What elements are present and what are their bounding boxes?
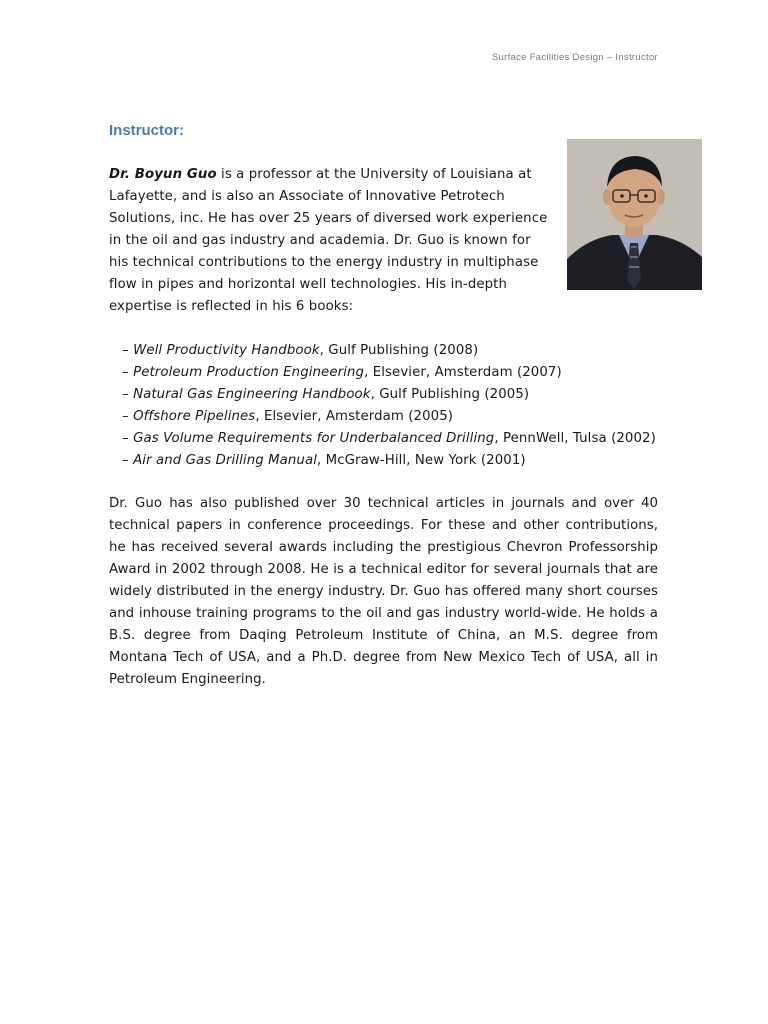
book-details: , Gulf Publishing (2008) [319,343,479,358]
instructor-name: Dr. Boyun Guo [109,167,217,182]
book-title: Petroleum Production Engineering [133,365,365,380]
list-item [122,340,656,362]
bullet-dash: – [122,343,129,358]
section-heading: Instructor: [109,122,184,139]
book-details: , PennWell, Tulsa (2002) [494,431,656,446]
bullet-dash: – [122,431,129,446]
portrait-illustration [567,139,702,290]
bio-paragraph: Dr. Guo has also published over 30 technical articles in journals and over 40 technical papers in conference proceedings. For these and other contributions, he has received several awards including the prestigious Chevron Professorship Award in 2002 through 2008. He is a technical editor for several journals that are widely distributed in the energy industry. Dr. Guo has offered many short courses and inhouse training programs to the oil and gas industry world-wide. He holds a B.S. degree from Daqing Petroleum Institute of China, an M.S. degree from Montana Tech of USA, and a Ph.D. degree from New Mexico Tech of USA, all in Petroleum Engineering. [109,496,658,687]
bullet-dash: – [122,365,129,380]
intro-paragraph [109,164,549,318]
book-title: Offshore Pipelines [133,409,256,424]
book-details: , Elsevier, Amsterdam (2005) [255,409,454,424]
book-title: Air and Gas Drilling Manual [133,453,318,468]
book-title: Gas Volume Requirements for Underbalanced Drilling [133,431,495,446]
book-title: Natural Gas Engineering Handbook [133,387,371,402]
intro-text: is a professor at the University of Louisiana at Lafayette, and is also an Associate of Innovative Petrotech Solutions, inc. He has over 25 years of diversed work experience in the oil and gas industry and academia. Dr. Guo is known for his technical contributions to the energy industry in multiphase flow in pipes and horizontal well technologies. His in-depth expertise is reflected in his 6 books: [109,167,548,314]
book-details: , Gulf Publishing (2005) [370,387,530,402]
list-item [122,428,656,450]
bullet-dash: – [122,453,129,468]
list-item [122,384,656,406]
book-details: , McGraw-Hill, New York (2001) [317,453,526,468]
bullet-dash: – [122,387,129,402]
list-item [122,406,656,428]
running-header: Surface Facilities Design – Instructor [491,52,658,63]
book-list [122,340,656,472]
bullet-dash: – [122,409,129,424]
list-item [122,450,656,472]
book-details: , Elsevier, Amsterdam (2007) [364,365,562,380]
instructor-photo [567,139,702,290]
book-title: Well Productivity Handbook [133,343,320,358]
list-item [122,362,656,384]
